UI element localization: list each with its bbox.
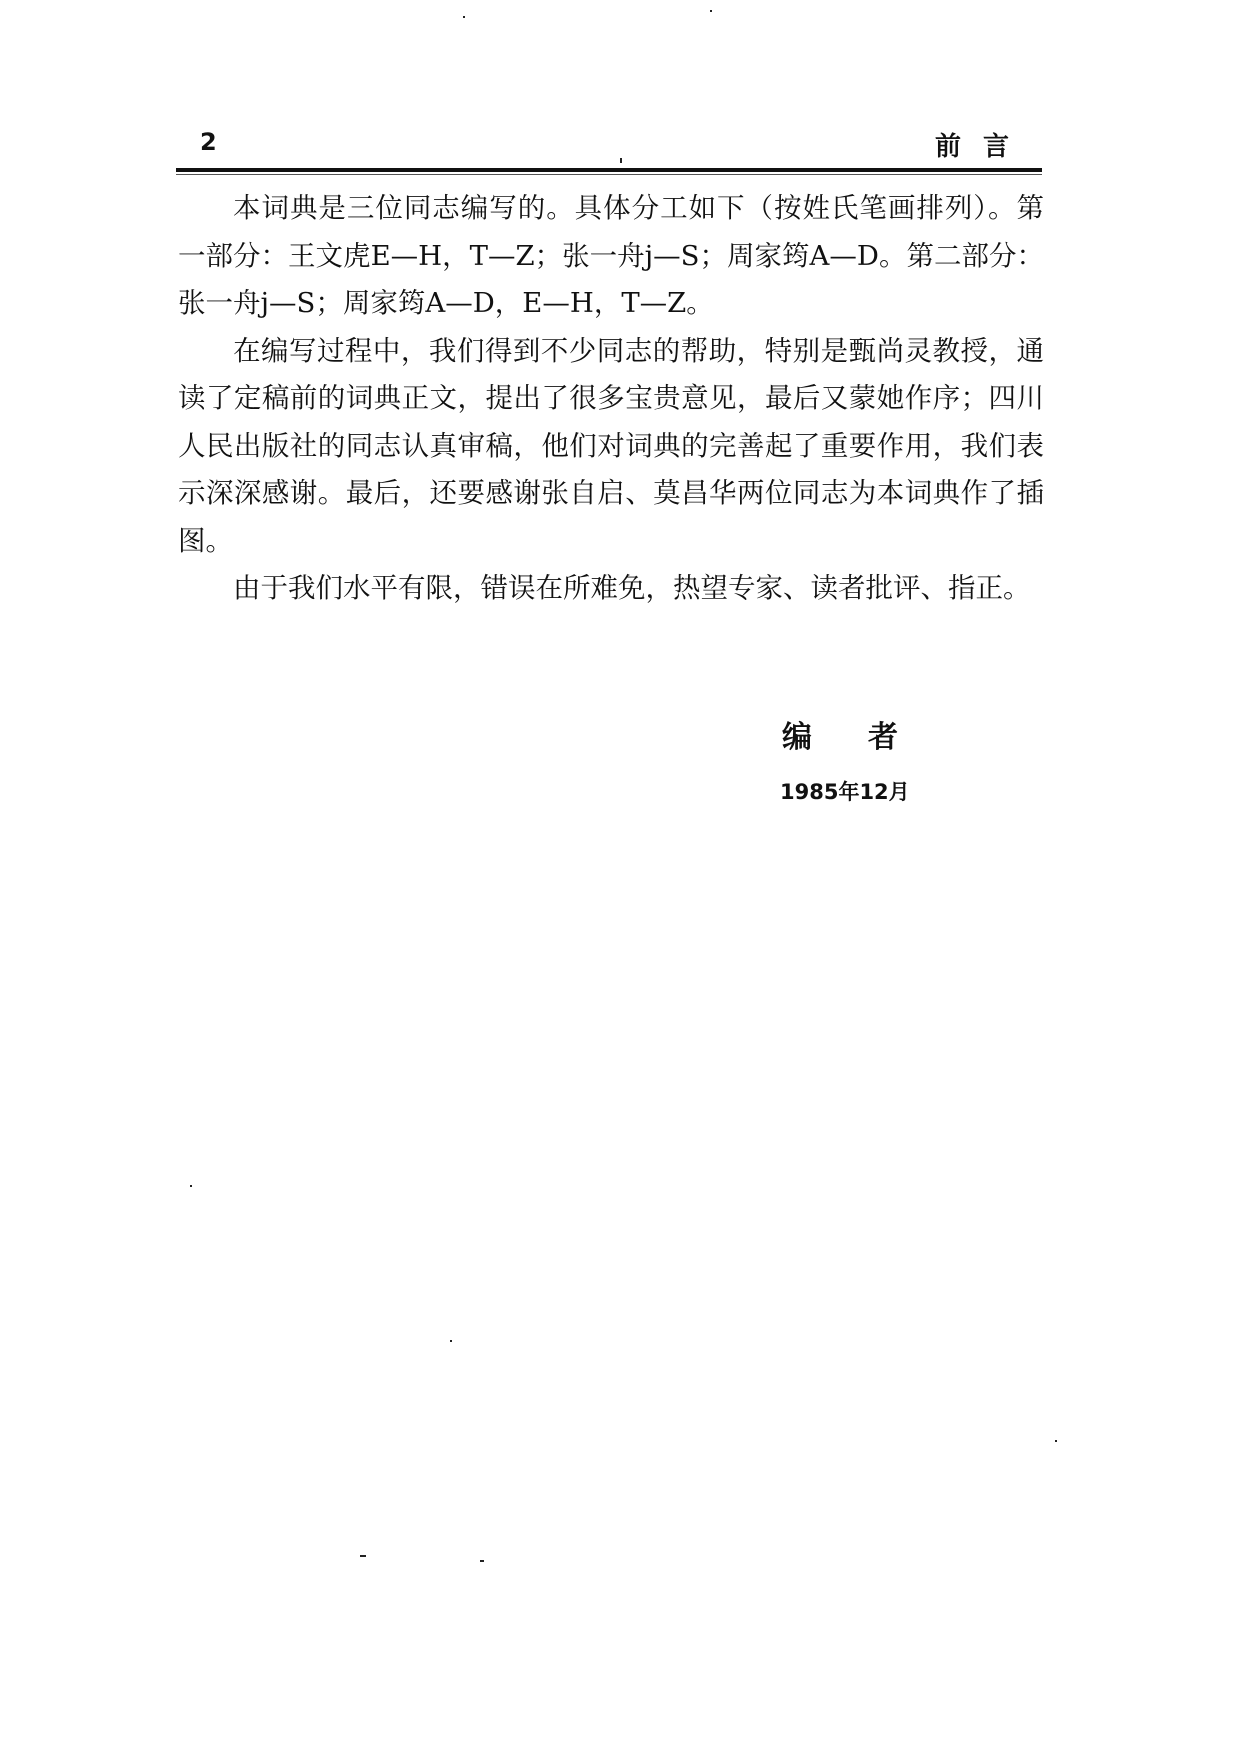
scan-speck [1055,1440,1057,1442]
scan-speck [480,1560,484,1562]
paragraph-acknowledgements: 在编写过程中，我们得到不少同志的帮助，特别是甄尚灵教授，通读了定稿前的词典正文，提出了很多宝贵意见，最后又蒙她作序；四川人民出版社的同志认真审稿，他们对词典的完善起了重要作用，我们表示深深感谢。最后，还要感谢张自启、莫昌华两位同志为本词典作了插图。 [178,334,1044,557]
page-number: 2 [200,128,217,156]
paragraph-errata-request: 由于我们水平有限，错误在所难免，热望专家、读者批评、指正。 [233,572,1031,604]
scan-speck [463,16,465,18]
paragraph-division-of-work: 本词典是三位同志编写的。具体分工如下（按姓氏笔画排列）。第一部分：王文虎E—H，T—Z；张一舟j—S；周家筠A—D。第二部分：张一舟j—S；周家筠A—D，E—H，T—Z。 [178,192,1044,319]
running-head: 前言 [935,132,1032,162]
scan-speck [190,1185,192,1187]
scan-speck [710,10,712,12]
signature-date: 1985年12月 [780,780,910,804]
scan-speck [360,1555,366,1557]
preface-body [178,185,1044,613]
scan-speck [620,158,622,163]
signature-author: 编者 [782,720,954,755]
header-rule [176,168,1042,172]
scan-speck [450,1340,452,1342]
header-rule-thin [176,174,1042,175]
